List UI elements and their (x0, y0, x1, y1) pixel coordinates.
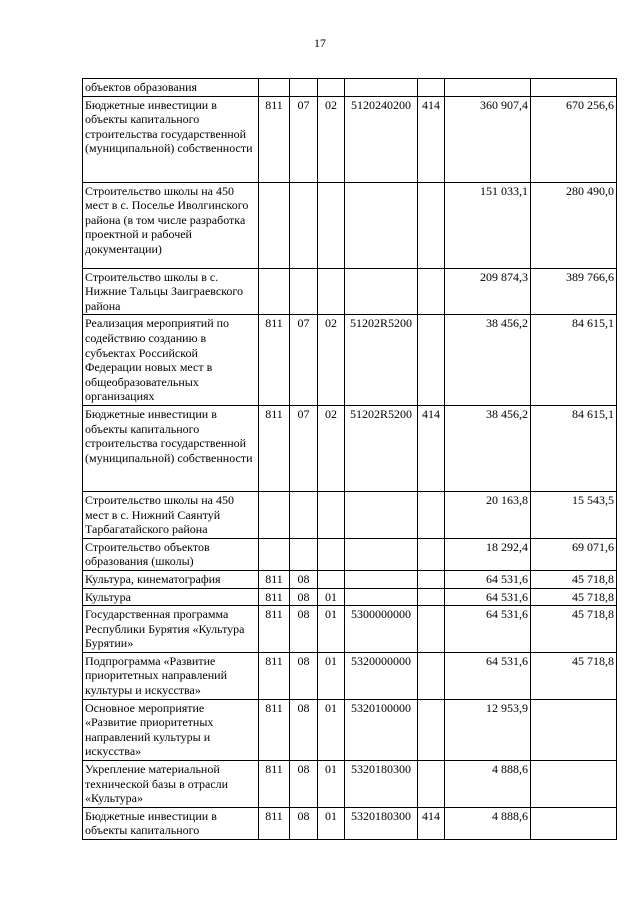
subsection-code-cell: 02 (318, 96, 345, 182)
amount-year2-cell (531, 807, 617, 839)
table-row (83, 588, 617, 606)
ved-code-cell: 811 (259, 761, 290, 808)
row-name-cell: Строительство объектов образования (школы) (83, 538, 259, 570)
section-code-cell: 07 (290, 315, 318, 406)
amount-year2-cell: 670 256,6 (531, 96, 617, 182)
amount-year1-cell: 18 292,4 (445, 538, 531, 570)
row-name-cell: Культура, кинематография (83, 570, 259, 588)
section-code-cell: 08 (290, 807, 318, 839)
ved-code-cell: 811 (259, 807, 290, 839)
ved-code-cell: 811 (259, 606, 290, 653)
row-name-cell: Укрепление материальной технической базы в отрасли «Культура» (83, 761, 259, 808)
table-body (83, 79, 617, 840)
amount-year1-cell: 64 531,6 (445, 570, 531, 588)
expense-type-cell (418, 761, 445, 808)
expense-type-cell: 414 (418, 96, 445, 182)
expense-type-cell (418, 182, 445, 268)
ved-code-cell: 811 (259, 405, 290, 491)
section-code-cell: 07 (290, 96, 318, 182)
section-code-cell (290, 79, 318, 97)
section-code-cell (290, 538, 318, 570)
ved-code-cell (259, 182, 290, 268)
ved-code-cell (259, 79, 290, 97)
row-name-cell: Реализация мероприятий по содействию созданию в субъектах Российской Федерации новых мест в общеобразовательных организациях (83, 315, 259, 406)
amount-year1-cell: 4 888,6 (445, 807, 531, 839)
row-name-cell: Подпрограмма «Развитие приоритетных направлений культуры и искусства» (83, 652, 259, 699)
ved-code-cell: 811 (259, 699, 290, 760)
ved-code-cell: 811 (259, 588, 290, 606)
subsection-code-cell: 01 (318, 761, 345, 808)
table-row (83, 315, 617, 406)
page-number: 17 (314, 36, 326, 50)
table-row (83, 699, 617, 760)
amount-year1-cell: 64 531,6 (445, 606, 531, 653)
amount-year1-cell: 209 874,3 (445, 268, 531, 315)
expense-type-cell: 414 (418, 405, 445, 491)
table-row (83, 538, 617, 570)
amount-year1-cell: 20 163,8 (445, 491, 531, 538)
section-code-cell (290, 491, 318, 538)
amount-year1-cell: 64 531,6 (445, 588, 531, 606)
row-name-cell: Основное мероприятие «Развитие приоритетных направлений культуры и искусства» (83, 699, 259, 760)
subsection-code-cell (318, 570, 345, 588)
subsection-code-cell: 01 (318, 699, 345, 760)
section-code-cell: 08 (290, 761, 318, 808)
amount-year2-cell: 280 490,0 (531, 182, 617, 268)
subsection-code-cell (318, 79, 345, 97)
table-row (83, 79, 617, 97)
amount-year2-cell: 389 766,6 (531, 268, 617, 315)
table-row (83, 491, 617, 538)
target-article-cell (345, 491, 418, 538)
row-name-cell: Государственная программа Республики Бурятия «Культура Бурятии» (83, 606, 259, 653)
section-code-cell (290, 268, 318, 315)
amount-year1-cell: 360 907,4 (445, 96, 531, 182)
target-article-cell: 51202R5200 (345, 315, 418, 406)
amount-year2-cell: 84 615,1 (531, 315, 617, 406)
table-row (83, 268, 617, 315)
table-row (83, 761, 617, 808)
subsection-code-cell: 01 (318, 588, 345, 606)
ved-code-cell: 811 (259, 315, 290, 406)
section-code-cell (290, 182, 318, 268)
target-article-cell (345, 79, 418, 97)
row-name-cell: Бюджетные инвестиции в объекты капитального строительства государственной (муниципальной) собственности (83, 405, 259, 491)
amount-year2-cell (531, 761, 617, 808)
expense-type-cell (418, 652, 445, 699)
target-article-cell (345, 182, 418, 268)
expense-type-cell: 414 (418, 807, 445, 839)
budget-table (82, 78, 617, 840)
row-name-cell: Бюджетные инвестиции в объекты капитального строительства государственной (муниципальной) собственности (83, 96, 259, 182)
subsection-code-cell: 01 (318, 652, 345, 699)
expense-type-cell (418, 491, 445, 538)
ved-code-cell: 811 (259, 570, 290, 588)
row-name-cell: Строительство школы на 450 мест в с. Поселье Иволгинского района (в том числе разработка проектной и рабочей документации) (83, 182, 259, 268)
section-code-cell: 08 (290, 588, 318, 606)
subsection-code-cell: 02 (318, 405, 345, 491)
target-article-cell: 5320000000 (345, 652, 418, 699)
expense-type-cell (418, 315, 445, 406)
target-article-cell: 5120240200 (345, 96, 418, 182)
expense-type-cell (418, 79, 445, 97)
ved-code-cell: 811 (259, 652, 290, 699)
table-row (83, 652, 617, 699)
target-article-cell (345, 538, 418, 570)
subsection-code-cell (318, 538, 345, 570)
amount-year2-cell: 45 718,8 (531, 652, 617, 699)
target-article-cell: 51202R5200 (345, 405, 418, 491)
section-code-cell: 07 (290, 405, 318, 491)
target-article-cell: 5320100000 (345, 699, 418, 760)
row-name-cell: Бюджетные инвестиции в объекты капитального (83, 807, 259, 839)
row-name-cell: объектов образования (83, 79, 259, 97)
table-row (83, 182, 617, 268)
amount-year2-cell: 45 718,8 (531, 570, 617, 588)
subsection-code-cell (318, 268, 345, 315)
target-article-cell (345, 268, 418, 315)
table-row (83, 807, 617, 839)
amount-year1-cell: 151 033,1 (445, 182, 531, 268)
amount-year1-cell: 64 531,6 (445, 652, 531, 699)
amount-year2-cell: 84 615,1 (531, 405, 617, 491)
amount-year1-cell: 12 953,9 (445, 699, 531, 760)
expense-type-cell (418, 268, 445, 315)
table-row (83, 606, 617, 653)
amount-year1-cell: 38 456,2 (445, 315, 531, 406)
section-code-cell: 08 (290, 699, 318, 760)
amount-year2-cell (531, 699, 617, 760)
subsection-code-cell (318, 491, 345, 538)
table-row (83, 570, 617, 588)
subsection-code-cell: 01 (318, 606, 345, 653)
section-code-cell: 08 (290, 570, 318, 588)
row-name-cell: Культура (83, 588, 259, 606)
ved-code-cell (259, 491, 290, 538)
expense-type-cell (418, 538, 445, 570)
expense-type-cell (418, 570, 445, 588)
subsection-code-cell: 02 (318, 315, 345, 406)
target-article-cell: 5320180300 (345, 761, 418, 808)
target-article-cell: 5320180300 (345, 807, 418, 839)
expense-type-cell (418, 588, 445, 606)
table-row (83, 96, 617, 182)
target-article-cell (345, 570, 418, 588)
expense-type-cell (418, 606, 445, 653)
table-row (83, 405, 617, 491)
amount-year1-cell: 38 456,2 (445, 405, 531, 491)
subsection-code-cell: 01 (318, 807, 345, 839)
amount-year2-cell (531, 79, 617, 97)
row-name-cell: Строительство школы в с. Нижние Тальцы Заиграевского района (83, 268, 259, 315)
expense-type-cell (418, 699, 445, 760)
amount-year2-cell: 15 543,5 (531, 491, 617, 538)
ved-code-cell (259, 538, 290, 570)
target-article-cell: 5300000000 (345, 606, 418, 653)
row-name-cell: Строительство школы на 450 мест в с. Нижний Саянтуй Тарбагатайского района (83, 491, 259, 538)
amount-year1-cell (445, 79, 531, 97)
section-code-cell: 08 (290, 606, 318, 653)
amount-year2-cell: 45 718,8 (531, 606, 617, 653)
amount-year2-cell: 45 718,8 (531, 588, 617, 606)
ved-code-cell: 811 (259, 96, 290, 182)
target-article-cell (345, 588, 418, 606)
amount-year1-cell: 4 888,6 (445, 761, 531, 808)
section-code-cell: 08 (290, 652, 318, 699)
ved-code-cell (259, 268, 290, 315)
subsection-code-cell (318, 182, 345, 268)
amount-year2-cell: 69 071,6 (531, 538, 617, 570)
